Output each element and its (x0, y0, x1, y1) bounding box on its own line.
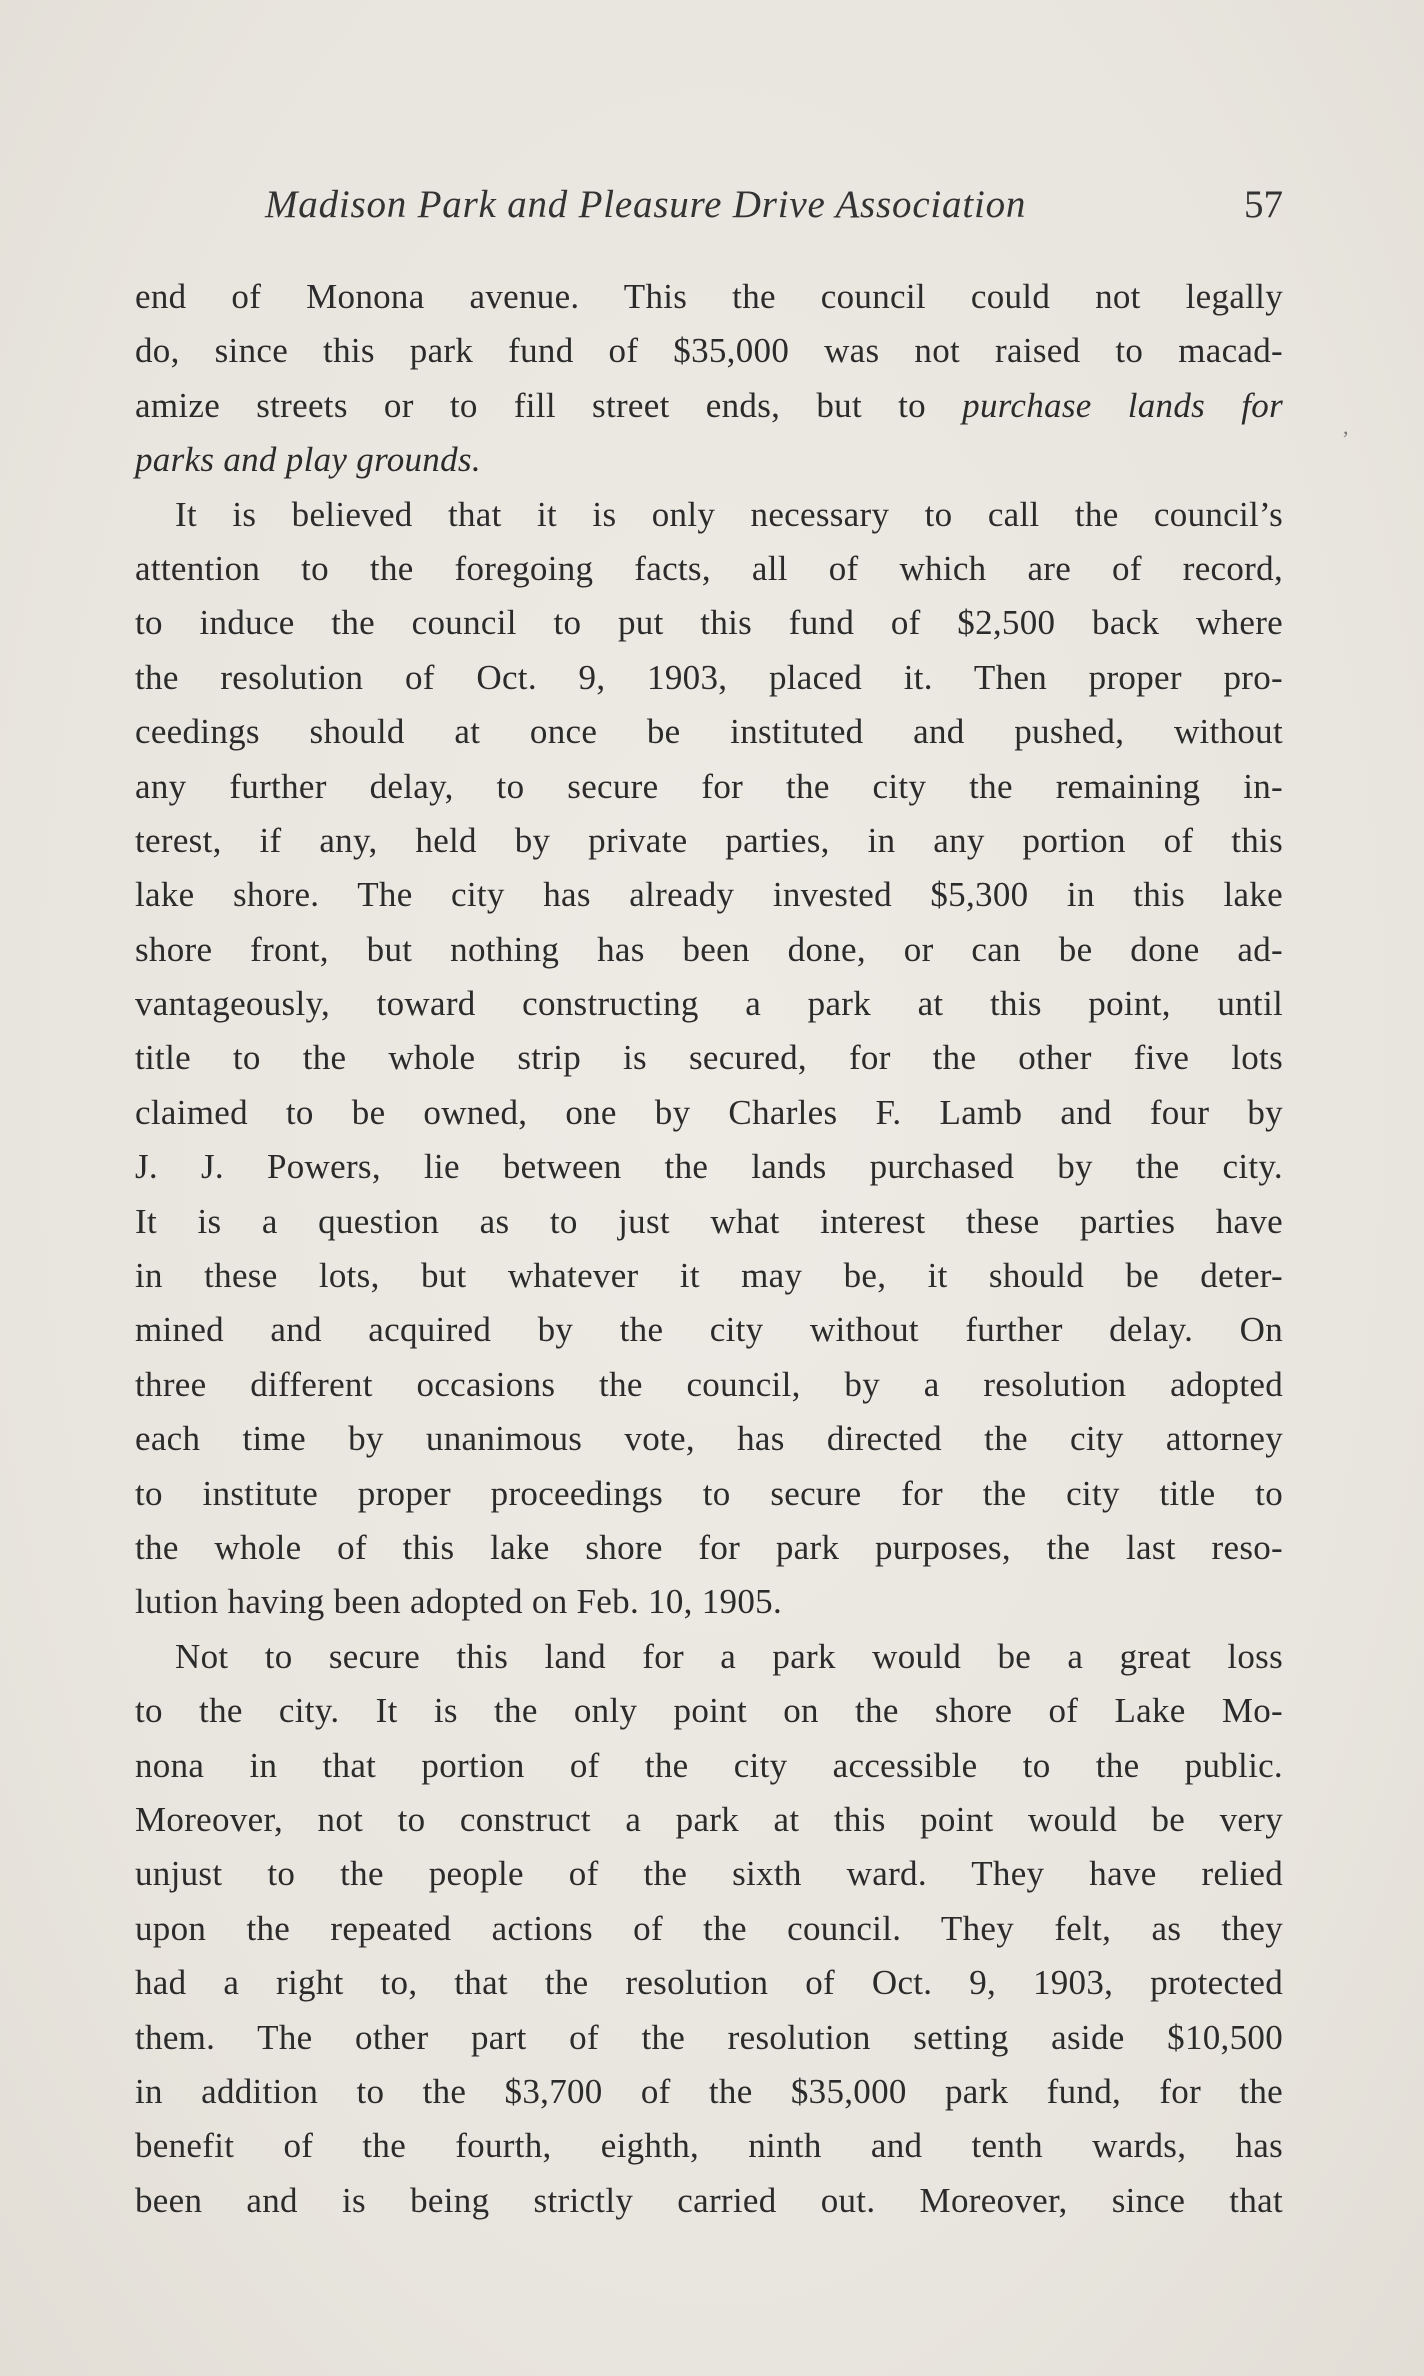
text-line: Moreover, not to construct a park at this point would be very (135, 1799, 1283, 1839)
text-line: terest, if any, held by private parties, in any portion of this (135, 820, 1283, 860)
page-number: 57 (1244, 183, 1283, 226)
running-head (135, 182, 1283, 232)
text-line: each time by unanimous vote, has directed the city attorney (135, 1419, 1283, 1459)
text-line: upon the repeated actions of the council. They felt, as they (135, 1908, 1283, 1948)
body-text (135, 270, 1283, 2228)
paragraph-2 (135, 488, 1283, 1630)
paragraph-3 (135, 1630, 1283, 2228)
text-line: do, since this park fund of $35,000 was not raised to macad- (135, 331, 1283, 371)
text-run: amize streets or to fill street ends, but to (135, 385, 963, 425)
text-line: J. J. Powers, lie between the lands purchased by the city. (135, 1147, 1283, 1187)
text-line: lution having been adopted on Feb. 10, 1905. (135, 1582, 782, 1622)
text-line: lake shore. The city has already invested $5,300 in this lake (135, 875, 1283, 915)
text-line: any further delay, to secure for the city the remaining in- (135, 766, 1283, 806)
text-line: in these lots, but whatever it may be, it should be deter- (135, 1256, 1283, 1296)
text-line (135, 379, 1283, 433)
text-line: been and is being strictly carried out. Moreover, since that (135, 2180, 1283, 2220)
text-line: the whole of this lake shore for park purposes, the last reso- (135, 1527, 1283, 1567)
text-line: unjust to the people of the sixth ward. They have relied (135, 1854, 1283, 1894)
italic-text: purchase lands for (962, 385, 1283, 425)
margin-mark: , (1343, 414, 1349, 439)
running-title: Madison Park and Pleasure Drive Association (265, 183, 1027, 226)
text-line: end of Monona avenue. This the council could not legally (135, 277, 1283, 316)
text-line: the resolution of Oct. 9, 1903, placed it. Then proper pro- (135, 657, 1283, 697)
text-line: in addition to the $3,700 of the $35,000 park fund, for the (135, 2071, 1283, 2111)
text-line: them. The other part of the resolution setting aside $10,500 (135, 2017, 1283, 2057)
paragraph-1 (135, 270, 1283, 488)
text-line: parks and play grounds. (135, 440, 481, 480)
text-line: attention to the foregoing facts, all of which are of record, (135, 548, 1283, 588)
text-line: It is a question as to just what interest these parties have (135, 1201, 1283, 1241)
text-line: to institute proper proceedings to secure for the city title to (135, 1473, 1283, 1513)
text-line: Not to secure this land for a park would be a great loss (175, 1636, 1283, 1676)
text-line: nona in that portion of the city accessible to the public. (135, 1745, 1283, 1785)
text-line: benefit of the fourth, eighth, ninth and tenth wards, has (135, 2126, 1283, 2166)
text-line: to induce the council to put this fund of $2,500 back where (135, 603, 1283, 643)
text-line: claimed to be owned, one by Charles F. Lamb and four by (135, 1092, 1283, 1132)
text-line: to the city. It is the only point on the shore of Lake Mo- (135, 1691, 1283, 1731)
text-line: It is believed that it is only necessary to call the council’s (175, 494, 1283, 534)
text-line: shore front, but nothing has been done, or can be done ad- (135, 929, 1283, 969)
text-line: mined and acquired by the city without further delay. On (135, 1310, 1283, 1350)
text-line: vantageously, toward constructing a park at this point, until (135, 984, 1283, 1024)
text-line: three different occasions the council, by a resolution adopted (135, 1364, 1283, 1404)
text-line: title to the whole strip is secured, for the other five lots (135, 1038, 1283, 1078)
text-line: had a right to, that the resolution of Oct. 9, 1903, protected (135, 1963, 1283, 2003)
text-line: ceedings should at once be instituted and pushed, without (135, 712, 1283, 752)
